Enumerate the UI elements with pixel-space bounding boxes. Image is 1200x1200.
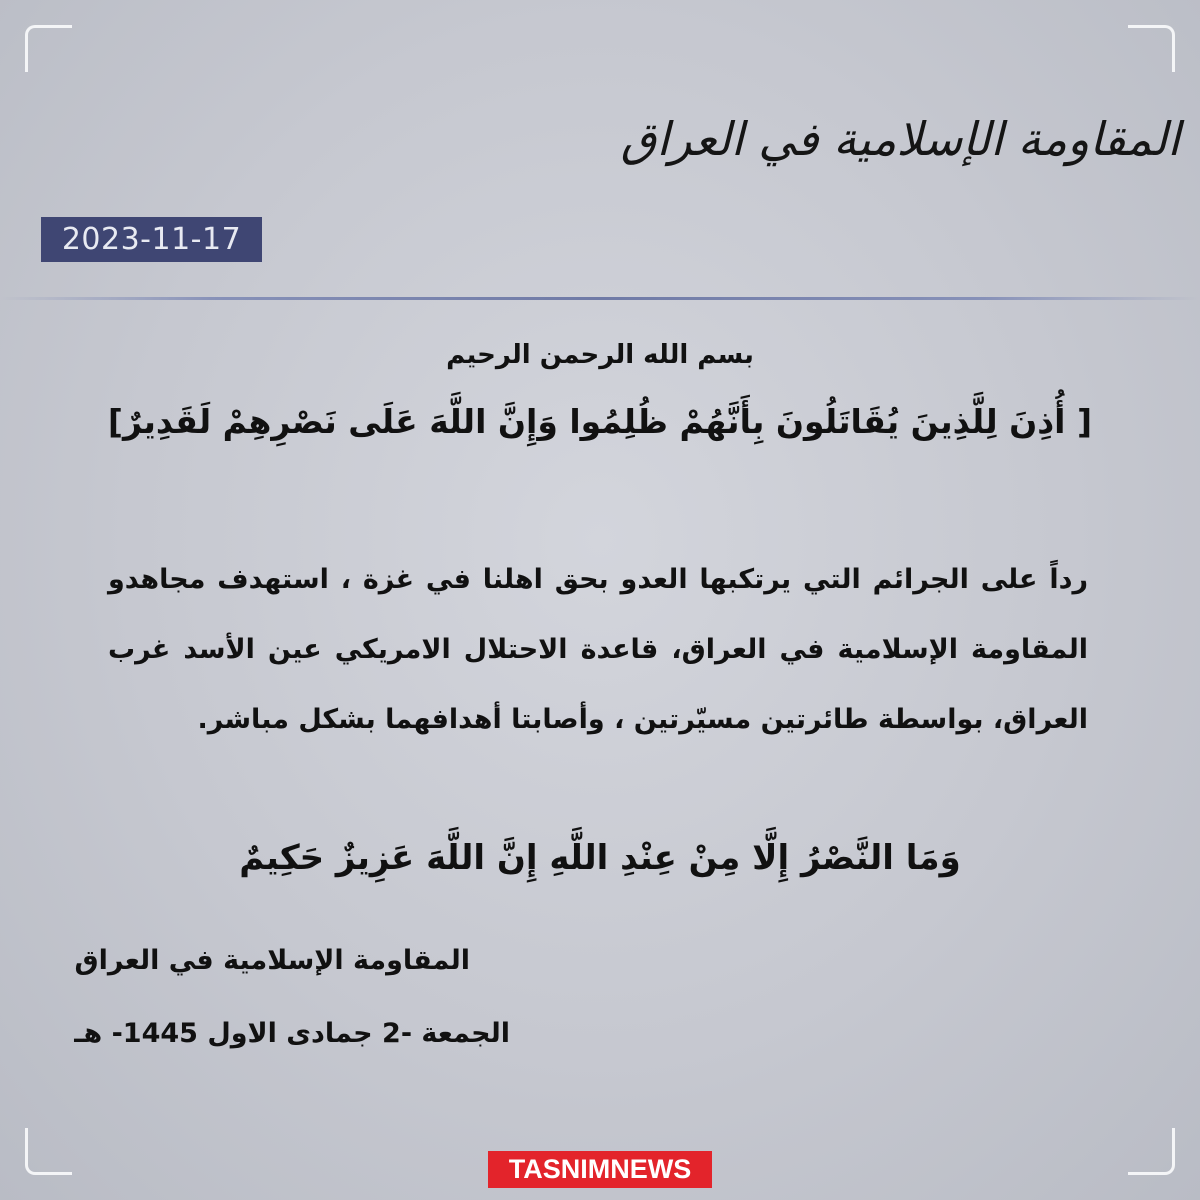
frame-corner-bottom-left [25,1128,72,1175]
opening-verse: [ أُذِنَ لِلَّذِينَ يُقَاتَلُونَ بِأَنَّهُمْ ظُلِمُوا وَإِنَّ اللَّهَ عَلَى نَصْرِهِمْ لَقَدِيرٌ] [107,402,1093,441]
frame-corner-bottom-right [1128,1128,1175,1175]
tasnim-news-logo: TASNIMNEWS [488,1151,712,1188]
closing-verse: وَمَا النَّصْرُ إِلَّا مِنْ عِنْدِ اللَّهِ إِنَّ اللَّهَ عَزِيزٌ حَكِيمٌ [239,838,961,878]
frame-corner-top-left [25,25,72,72]
basmala: بسم الله الرحمن الرحيم [446,340,754,370]
hijri-date: الجمعة -2 جمادى الاول 1445- هـ [74,1018,510,1049]
statement-body: رداً على الجرائم التي يرتكبها العدو بحق اهلنا في غزة ، استهدف مجاهدو المقاومة الإسلامية في العراق، قاعدة الاحتلال الامريكي عين الأسد غرب العراق، بواسطة طائرتين مسيّرتين ، وأصابتا أهدافهما بشكل مباشر. [108,564,1088,735]
organization-title: المقاومة الإسلامية في العراق [620,112,1180,166]
header-divider [0,297,1200,300]
frame-corner-top-right [1128,25,1175,72]
signature-name: المقاومة الإسلامية في العراق [74,945,470,976]
date-badge: 2023-11-17 [41,217,262,262]
